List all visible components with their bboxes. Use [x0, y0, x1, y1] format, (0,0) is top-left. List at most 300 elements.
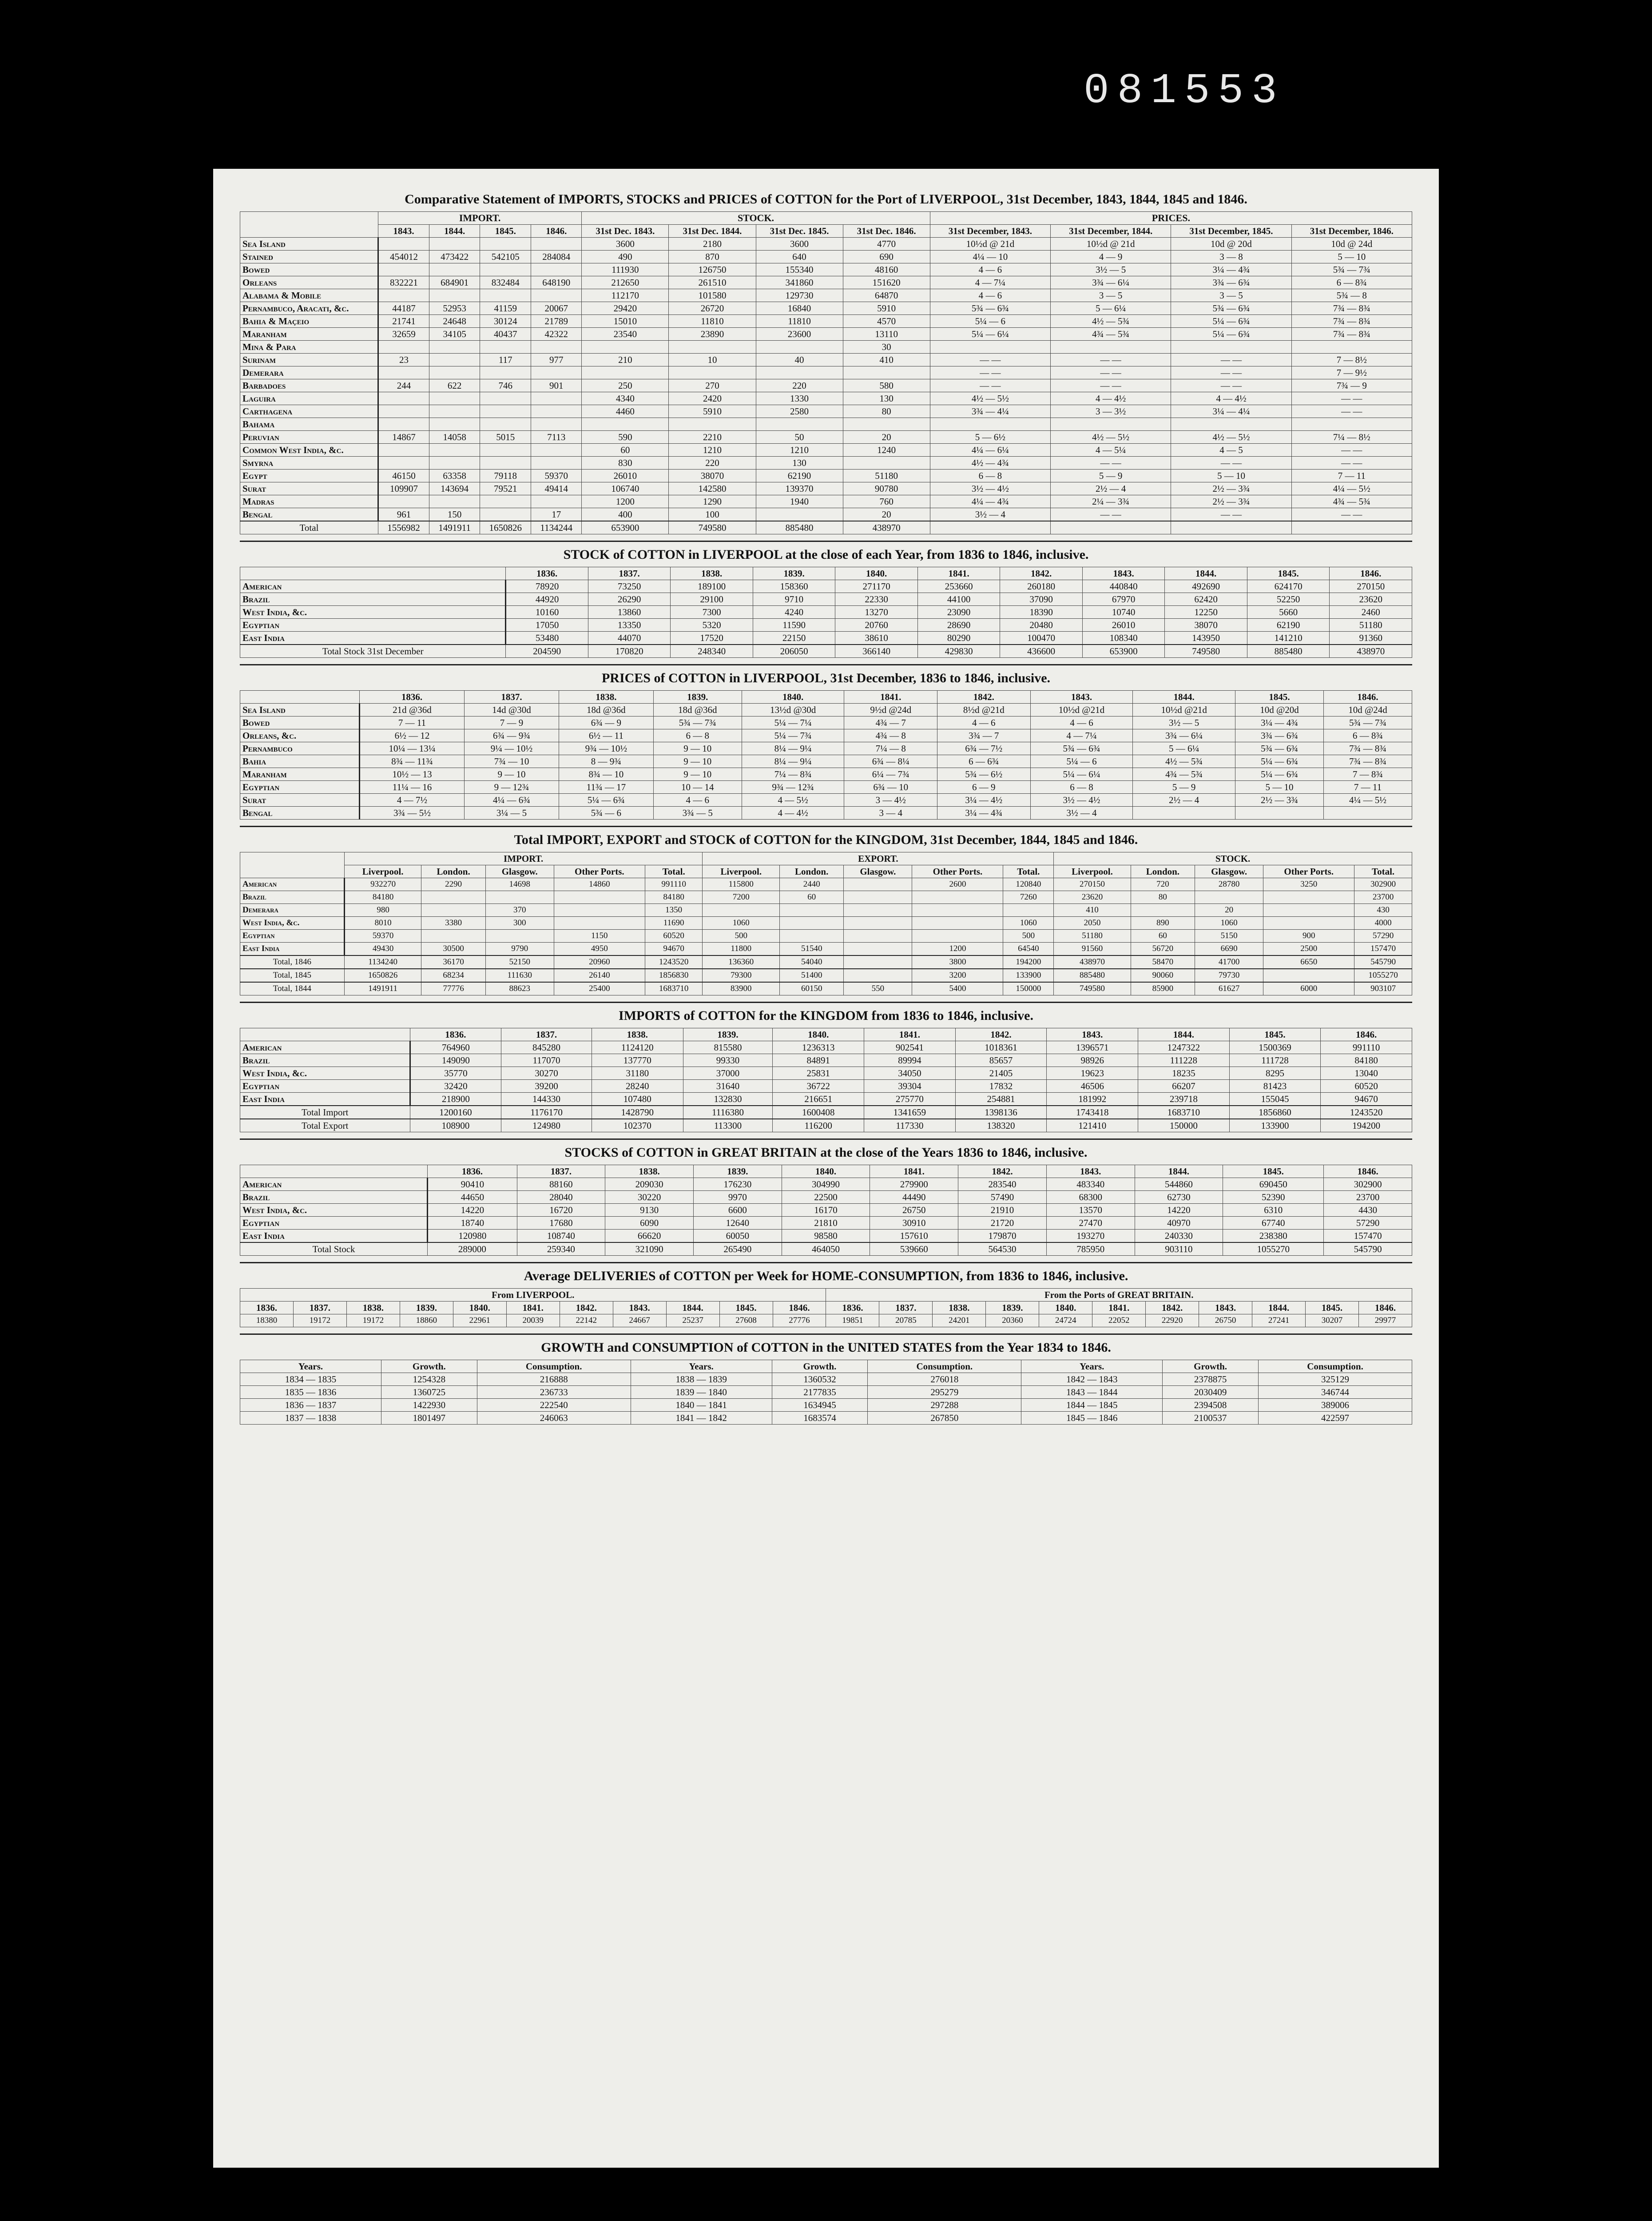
year-header: 1839. — [400, 1302, 453, 1314]
row-label: Bengal — [240, 807, 360, 820]
value-cell: 254881 — [955, 1093, 1047, 1106]
value-cell: 5¼ — 6 — [1030, 755, 1133, 768]
prices-liverpool-table — [240, 690, 1412, 820]
value-cell: 52953 — [429, 302, 480, 315]
value-cell — [429, 289, 480, 302]
value-cell: 3¼ — 4¾ — [1235, 716, 1324, 729]
value-cell: 3 — 4 — [844, 807, 937, 820]
year-header: 1836. — [506, 567, 588, 580]
value-cell: 5 — 9 — [1133, 781, 1235, 794]
value-cell: 4½ — 5½ — [930, 392, 1050, 405]
value-cell: 4 — 4½ — [1051, 392, 1171, 405]
total-cell — [1263, 969, 1354, 982]
blank-header — [240, 1028, 410, 1041]
value-cell — [582, 366, 669, 379]
stock-liverpool-table — [240, 567, 1412, 658]
total-cell: 248340 — [671, 645, 753, 658]
value-cell: 2420 — [669, 392, 756, 405]
value-cell: 271170 — [835, 580, 918, 593]
value-cell: 22052 — [1092, 1314, 1146, 1327]
value-cell: 4430 — [1324, 1204, 1412, 1217]
table-row — [240, 1093, 1412, 1106]
total-cell: 265490 — [693, 1242, 782, 1256]
table-row — [240, 302, 1412, 315]
imports-kingdom-title: IMPORTS of COTTON for the KINGDOM from 1836 to 1846, inclusive. — [619, 1008, 1033, 1023]
total-cell: 1491911 — [429, 521, 480, 534]
section-stock-liverpool — [240, 541, 1412, 658]
value-cell: 68300 — [1046, 1191, 1135, 1204]
value-cell: 5¾ — 8 — [1291, 289, 1412, 302]
value-cell: 17680 — [517, 1217, 605, 1230]
year-header: 1840. — [773, 1028, 864, 1041]
value-cell: 4 — 5 — [1171, 444, 1291, 457]
value-cell: 22142 — [560, 1314, 613, 1327]
value-cell: 240330 — [1135, 1230, 1223, 1243]
value-cell — [480, 238, 531, 251]
value-cell: 4½ — 4¾ — [930, 457, 1050, 470]
value-cell: 84891 — [773, 1054, 864, 1067]
row-label: American — [240, 580, 506, 593]
value-cell: 300 — [485, 917, 554, 930]
value-cell: 1018361 — [955, 1041, 1047, 1054]
year-header: 1837. — [501, 1028, 592, 1041]
value-cell: 5¼ — 6¾ — [1235, 755, 1324, 768]
year-header: 1845. — [1247, 567, 1330, 580]
value-cell: 17 — [531, 508, 582, 521]
value-cell: 9130 — [605, 1204, 694, 1217]
value-cell — [1291, 341, 1412, 354]
value-cell: 490 — [582, 251, 669, 263]
value-cell: 260180 — [1000, 580, 1083, 593]
value-cell: 5¾ — 6 — [559, 807, 653, 820]
value-cell: 90410 — [428, 1178, 517, 1191]
value-cell: 44187 — [378, 302, 429, 315]
value-cell: 78920 — [506, 580, 588, 593]
total-cell: 1600408 — [773, 1106, 864, 1119]
value-cell — [912, 891, 1003, 904]
value-cell — [429, 495, 480, 508]
value-cell — [378, 444, 429, 457]
value-cell: 580 — [843, 379, 930, 392]
value-cell — [429, 263, 480, 276]
value-cell: 4¾ — 5¾ — [1133, 768, 1235, 781]
total-label: Total Stock — [240, 1242, 428, 1256]
row-label: West India, &c. — [240, 1067, 410, 1080]
table-row — [240, 807, 1412, 820]
year-header: 1841. — [917, 567, 1000, 580]
value-cell: — — — [1051, 457, 1171, 470]
value-cell: 9¾ — 10½ — [559, 742, 653, 755]
value-cell: 60 — [582, 444, 669, 457]
value-cell: 60 — [780, 891, 844, 904]
value-cell: 20760 — [835, 619, 918, 632]
value-cell: — — — [930, 354, 1050, 366]
table-row — [240, 580, 1412, 593]
value-cell: 149090 — [410, 1054, 501, 1067]
value-cell: 26750 — [870, 1204, 958, 1217]
value-cell — [703, 904, 780, 917]
value-cell: 143694 — [429, 482, 480, 495]
total-cell: 438970 — [1054, 955, 1131, 969]
value-cell: 31640 — [683, 1080, 773, 1093]
value-cell: 23620 — [1054, 891, 1131, 904]
value-cell: 430 — [1354, 904, 1412, 917]
value-cell — [582, 341, 669, 354]
value-cell: 7300 — [671, 606, 753, 619]
total-cell: 259340 — [517, 1242, 605, 1256]
value-cell: 4¾ — 5¾ — [1291, 495, 1412, 508]
value-cell: 9 — 10 — [465, 768, 559, 781]
value-cell — [480, 418, 531, 431]
value-cell: 9¼ — 10½ — [465, 742, 559, 755]
value-cell — [930, 418, 1050, 431]
value-cell: 17520 — [671, 632, 753, 645]
value-cell: 6½ — 11 — [559, 729, 653, 742]
value-cell: 13040 — [1321, 1067, 1412, 1080]
year-header: 1839. — [653, 691, 742, 704]
table-row — [240, 457, 1412, 470]
value-cell: 27241 — [1252, 1314, 1306, 1327]
value-cell: 2½ — 3¾ — [1171, 482, 1291, 495]
value-cell: 25831 — [773, 1067, 864, 1080]
value-cell: 8010 — [344, 917, 421, 930]
year-header: 1846. — [531, 225, 582, 238]
value-cell: 900 — [1263, 930, 1354, 943]
value-cell: 26750 — [1199, 1314, 1252, 1327]
table-row — [240, 418, 1412, 431]
total-cell: 749580 — [1165, 645, 1247, 658]
value-cell — [429, 366, 480, 379]
value-cell: 473422 — [429, 251, 480, 263]
value-cell: 13270 — [835, 606, 918, 619]
table-row — [240, 917, 1412, 930]
value-cell — [531, 238, 582, 251]
value-cell: 11690 — [645, 917, 703, 930]
value-cell: 410 — [843, 354, 930, 366]
row-label: Bowed — [240, 263, 378, 276]
value-cell: 648190 — [531, 276, 582, 289]
value-cell: 44920 — [506, 593, 588, 606]
value-cell: 23 — [378, 354, 429, 366]
row-label: Orleans, &c. — [240, 729, 360, 742]
value-cell: 4340 — [582, 392, 669, 405]
value-cell: 624170 — [1247, 580, 1330, 593]
value-cell: 902541 — [864, 1041, 956, 1054]
value-cell — [378, 392, 429, 405]
value-cell: 3 — 3½ — [1051, 405, 1171, 418]
imports-kingdom-table — [240, 1028, 1412, 1132]
value-cell: 7 — 11 — [1324, 781, 1412, 794]
value-cell: 400 — [582, 508, 669, 521]
value-cell: 3 — 8 — [1171, 251, 1291, 263]
value-cell: 80290 — [917, 632, 1000, 645]
value-cell: 370 — [485, 904, 554, 917]
total-cell: 1055270 — [1223, 1242, 1324, 1256]
year-header: 1843. — [1046, 1165, 1135, 1178]
year-header: 1843. — [1030, 691, 1133, 704]
year-header: 1837. — [517, 1165, 605, 1178]
table-row — [240, 405, 1412, 418]
row-label: Common West India, &c. — [240, 444, 378, 457]
value-cell: 220 — [756, 379, 843, 392]
value-cell: 3¼ — 4¾ — [937, 807, 1031, 820]
table-row — [240, 742, 1412, 755]
value-cell: 5¾ — 6¾ — [1235, 742, 1324, 755]
value-cell: 9 — 12¾ — [465, 781, 559, 794]
value-cell: — — — [1051, 366, 1171, 379]
value-cell: 94670 — [1321, 1093, 1412, 1106]
value-cell — [429, 392, 480, 405]
year-header: 1840. — [1039, 1302, 1092, 1314]
value-cell: 20480 — [1000, 619, 1083, 632]
value-cell: 3½ — 5 — [1133, 716, 1235, 729]
value-cell: 3¾ — 6¾ — [1171, 276, 1291, 289]
value-cell: 1060 — [1003, 917, 1054, 930]
value-cell: 130 — [756, 457, 843, 470]
value-cell — [843, 457, 930, 470]
value-cell: 1254328 — [381, 1373, 477, 1386]
value-cell: 1840 — 1841 — [631, 1399, 772, 1412]
value-cell: 137770 — [592, 1054, 683, 1067]
value-cell: 44100 — [917, 593, 1000, 606]
value-cell: 2378875 — [1163, 1373, 1259, 1386]
table-row — [240, 704, 1412, 716]
value-cell — [378, 495, 429, 508]
total-cell: 51400 — [780, 969, 844, 982]
table-row — [240, 794, 1412, 807]
value-cell: 9 — 10 — [653, 768, 742, 781]
table-row — [240, 891, 1412, 904]
value-cell: 276018 — [868, 1373, 1021, 1386]
value-cell: 10¼ — 13¼ — [359, 742, 464, 755]
value-cell: 11810 — [669, 315, 756, 328]
table-row — [240, 508, 1412, 521]
value-cell: 4570 — [843, 315, 930, 328]
value-cell: — — — [1171, 508, 1291, 521]
row-label: Smyrna — [240, 457, 378, 470]
value-cell: 157470 — [1354, 943, 1412, 956]
value-cell — [844, 878, 912, 891]
value-cell: 1330 — [756, 392, 843, 405]
value-cell: 84180 — [1321, 1054, 1412, 1067]
total-cell: 1856830 — [645, 969, 703, 982]
value-cell: 20067 — [531, 302, 582, 315]
total-cell: 25400 — [554, 982, 645, 995]
year-header: 1846. — [1359, 1302, 1412, 1314]
prices-liverpool-title: PRICES of COTTON in LIVERPOOL, 31st December, 1836 to 1846, inclusive. — [601, 671, 1051, 685]
value-cell: 11800 — [703, 943, 780, 956]
value-cell: 67740 — [1223, 1217, 1324, 1230]
value-cell: 4 — 4½ — [1171, 392, 1291, 405]
value-cell: 99330 — [683, 1054, 773, 1067]
row-label: Bahama — [240, 418, 378, 431]
row-label: Peruvian — [240, 431, 378, 444]
growth-title: GROWTH and CONSUMPTION of COTTON in the UNITED STATES from the Year 1834 to 1846. — [541, 1340, 1111, 1355]
value-cell: 120980 — [428, 1230, 517, 1243]
value-cell: 57490 — [958, 1191, 1047, 1204]
value-cell: 815580 — [683, 1041, 773, 1054]
value-cell: 500 — [703, 930, 780, 943]
value-cell: 980 — [344, 904, 421, 917]
value-cell: 38610 — [835, 632, 918, 645]
value-cell: 108740 — [517, 1230, 605, 1243]
value-cell: 5¼ — 7¾ — [742, 729, 844, 742]
year-header: 31st December, 1844. — [1051, 225, 1171, 238]
column-header: Liverpool. — [344, 865, 421, 878]
table-row — [240, 1041, 1412, 1054]
value-cell: 112170 — [582, 289, 669, 302]
value-cell: 21405 — [955, 1067, 1047, 1080]
value-cell: 29977 — [1359, 1314, 1412, 1327]
value-cell: 6 — 6¾ — [937, 755, 1031, 768]
value-cell: 12640 — [693, 1217, 782, 1230]
table-row — [240, 1067, 1412, 1080]
value-cell: 4460 — [582, 405, 669, 418]
table-row — [240, 1399, 1412, 1412]
year-header: 1841. — [844, 691, 937, 704]
section-deliveries — [240, 1262, 1412, 1327]
year-header: 1842. — [560, 1302, 613, 1314]
total-cell: 885480 — [1247, 645, 1330, 658]
table-row — [240, 289, 1412, 302]
value-cell: 6090 — [605, 1217, 694, 1230]
row-label: Brazil — [240, 593, 506, 606]
table-row — [240, 238, 1412, 251]
value-cell: 5150 — [1195, 930, 1263, 943]
value-cell: 684901 — [429, 276, 480, 289]
value-cell: 5¼ — 6¾ — [1171, 315, 1291, 328]
total-row — [240, 1119, 1412, 1132]
value-cell: 20 — [843, 431, 930, 444]
value-cell: 5¼ — 6 — [930, 315, 1050, 328]
value-cell: 3 — 5 — [1171, 289, 1291, 302]
total-cell: 79300 — [703, 969, 780, 982]
value-cell: 181992 — [1047, 1093, 1138, 1106]
value-cell — [531, 418, 582, 431]
value-cell: 158360 — [753, 580, 835, 593]
value-cell: 193270 — [1046, 1230, 1135, 1243]
value-cell: 7 — 11 — [1291, 470, 1412, 482]
year-header: 1845. — [480, 225, 531, 238]
value-cell: 483340 — [1046, 1178, 1135, 1191]
value-cell: 4 — 5¼ — [1051, 444, 1171, 457]
value-cell: 10d @ 20d — [1171, 238, 1291, 251]
total-cell: 6650 — [1263, 955, 1354, 969]
value-cell: 10d @20d — [1235, 704, 1324, 716]
stocks-gb-table — [240, 1165, 1412, 1256]
column-header: Other Ports. — [554, 865, 645, 878]
year-header: 1840. — [742, 691, 844, 704]
empty-cell — [1171, 521, 1291, 534]
value-cell — [531, 341, 582, 354]
value-cell: 6½ — 12 — [359, 729, 464, 742]
row-label: Surat — [240, 794, 360, 807]
year-header: 1840. — [453, 1302, 506, 1314]
value-cell: 267850 — [868, 1412, 1021, 1425]
total-cell: 1428790 — [592, 1106, 683, 1119]
total-cell — [844, 955, 912, 969]
value-cell: 36722 — [773, 1080, 864, 1093]
value-cell: 9¾ — 12¾ — [742, 781, 844, 794]
value-cell: 22920 — [1146, 1314, 1199, 1327]
value-cell: 8295 — [1229, 1067, 1321, 1080]
value-cell — [554, 917, 645, 930]
value-cell: 283540 — [958, 1178, 1047, 1191]
value-cell: 284084 — [531, 251, 582, 263]
table-row — [240, 1054, 1412, 1067]
column-header: Years. — [1021, 1360, 1163, 1373]
row-label: American — [240, 1041, 410, 1054]
year-header: 1838. — [605, 1165, 694, 1178]
value-cell: 10½d @ 21d — [930, 238, 1050, 251]
table-row — [240, 470, 1412, 482]
value-cell: 1290 — [669, 495, 756, 508]
value-cell: 1210 — [756, 444, 843, 457]
value-cell — [485, 930, 554, 943]
value-cell: 4¼ — 6¼ — [930, 444, 1050, 457]
value-cell: 27776 — [773, 1314, 826, 1327]
year-header: 1843. — [613, 1302, 666, 1314]
value-cell: — — — [1171, 457, 1291, 470]
value-cell: 1124120 — [592, 1041, 683, 1054]
table-row — [240, 930, 1412, 943]
value-cell: 13110 — [843, 328, 930, 341]
value-cell — [378, 418, 429, 431]
value-cell: 5¾ — 7¾ — [1324, 716, 1412, 729]
value-cell: 5¼ — 6¾ — [1235, 768, 1324, 781]
row-label: Egyptian — [240, 1217, 428, 1230]
value-cell: 246063 — [477, 1412, 631, 1425]
value-cell: 56720 — [1131, 943, 1195, 956]
year-header: 1846. — [1324, 691, 1412, 704]
value-cell: 3¼ — 4½ — [937, 794, 1031, 807]
table-row — [240, 593, 1412, 606]
value-cell: 91560 — [1054, 943, 1131, 956]
column-header: Growth. — [1163, 1360, 1259, 1373]
table-row — [240, 315, 1412, 328]
value-cell: 62190 — [1247, 619, 1330, 632]
value-cell: 40437 — [480, 328, 531, 341]
total-cell: 1856860 — [1229, 1106, 1321, 1119]
year-header: 1841. — [506, 1302, 560, 1314]
value-cell: 832484 — [480, 276, 531, 289]
total-row — [240, 1106, 1412, 1119]
value-cell: 44070 — [588, 632, 671, 645]
value-cell: 60520 — [1321, 1080, 1412, 1093]
value-cell — [756, 418, 843, 431]
table-row — [240, 781, 1412, 794]
value-cell: 1683574 — [772, 1412, 868, 1425]
value-cell: 80 — [843, 405, 930, 418]
column-header: Consumption. — [1259, 1360, 1412, 1373]
value-cell: 5 — 6¼ — [1133, 742, 1235, 755]
value-cell: 1844 — 1845 — [1021, 1399, 1163, 1412]
table-row — [240, 431, 1412, 444]
value-cell: 109907 — [378, 482, 429, 495]
value-cell — [930, 341, 1050, 354]
value-cell: 275770 — [864, 1093, 956, 1106]
column-header: London. — [780, 865, 844, 878]
value-cell: 150 — [429, 508, 480, 521]
value-cell: 7113 — [531, 431, 582, 444]
value-cell: 19172 — [346, 1314, 400, 1327]
value-cell: 18380 — [240, 1314, 294, 1327]
value-cell: 8¼ — 9¼ — [742, 755, 844, 768]
value-cell: 38070 — [1165, 619, 1247, 632]
value-cell — [554, 904, 645, 917]
value-cell: 31180 — [592, 1067, 683, 1080]
value-cell: 60520 — [645, 930, 703, 943]
